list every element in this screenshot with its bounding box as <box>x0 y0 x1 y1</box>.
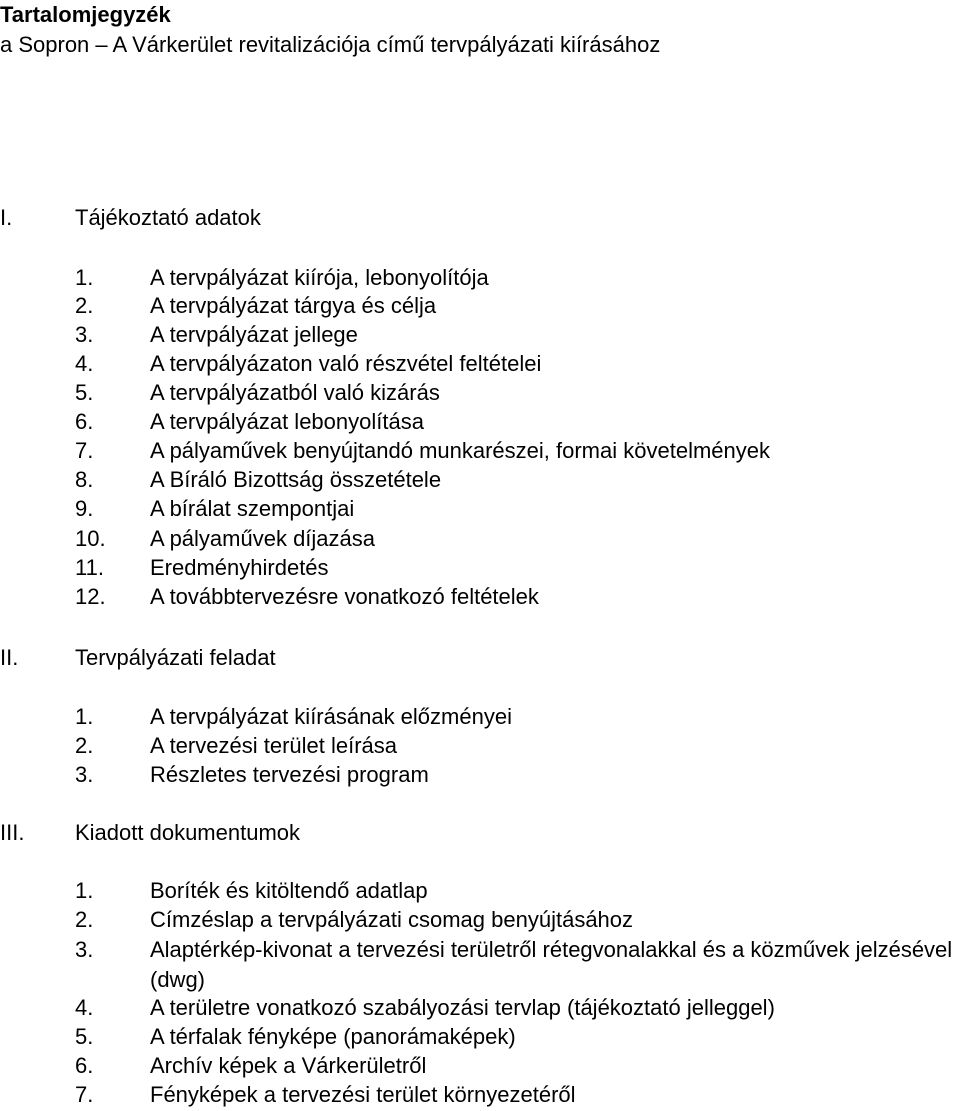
toc-item-text: Alaptérkép-kivonat a tervezési területről rétegvonalakkal és a közművek jelzésével (dwg) <box>150 937 953 992</box>
toc-item <box>75 702 960 732</box>
toc-item-number: 5. <box>75 1024 94 1049</box>
toc-item-number: 1. <box>75 265 94 290</box>
toc-item <box>75 291 960 321</box>
toc-item <box>75 1051 960 1081</box>
toc-item <box>75 349 960 379</box>
toc-item-text: A Bíráló Bizottság összetétele <box>150 467 442 492</box>
toc-item-number: 1. <box>75 878 94 903</box>
toc-item-text: Archív képek a Várkerületről <box>150 1053 427 1078</box>
section-title: Tájékoztató adatok <box>75 205 261 230</box>
toc-item <box>75 378 960 408</box>
toc-item-number: 2. <box>75 293 94 318</box>
toc-item-number: 4. <box>75 995 94 1020</box>
toc-item-text: Eredményhirdetés <box>150 555 329 580</box>
toc-item <box>75 494 960 524</box>
toc-item-text: A térfalak fényképe (panorámaképek) <box>150 1024 516 1049</box>
toc-item-number: 12. <box>75 584 106 609</box>
toc-item-number: 6. <box>75 409 94 434</box>
toc-item-text: A területre vonatkozó szabályozási tervlap (tájékoztató jelleggel) <box>150 995 775 1020</box>
toc-item-number: 3. <box>75 762 94 787</box>
toc-item-number: 9. <box>75 496 94 521</box>
toc-item-text: A továbbtervezésre vonatkozó feltételek <box>150 584 539 609</box>
toc-item <box>75 582 960 612</box>
section-number: III. <box>0 820 25 845</box>
toc-item-number: 4. <box>75 351 94 376</box>
toc-item <box>75 731 960 761</box>
toc-item <box>75 465 960 495</box>
toc-item-number: 3. <box>75 322 94 347</box>
page-title: Tartalomjegyzék <box>0 2 171 27</box>
toc-item-number: 1. <box>75 704 94 729</box>
toc-item <box>75 1022 960 1052</box>
toc-item <box>75 553 960 583</box>
toc-item <box>75 263 960 293</box>
toc-item-number: 8. <box>75 467 94 492</box>
toc-item-number: 2. <box>75 907 94 932</box>
toc-item <box>75 876 960 906</box>
section-heading-i <box>0 203 960 233</box>
toc-item-number: 7. <box>75 1082 94 1107</box>
toc-item-number: 3. <box>75 937 94 962</box>
toc-item <box>75 407 960 437</box>
section-title: Tervpályázati feladat <box>75 645 276 670</box>
toc-item-text: Fényképek a tervezési terület környezetéről <box>150 1082 576 1107</box>
toc-item-text: A tervpályázat jellege <box>150 322 358 347</box>
toc-item-text: A tervpályázat kiírója, lebonyolítója <box>150 265 489 290</box>
section-title: Kiadott dokumentumok <box>75 820 301 845</box>
toc-item-text: A tervezési terület leírása <box>150 733 398 758</box>
toc-item-text: A tervpályázat tárgya és célja <box>150 293 437 318</box>
toc-item <box>75 436 960 466</box>
section-number: II. <box>0 645 19 670</box>
toc-item <box>75 935 960 995</box>
toc-item-text: A tervpályázatból való kizárás <box>150 380 440 405</box>
toc-item-number: 5. <box>75 380 94 405</box>
toc-item-text: A tervpályázat lebonyolítása <box>150 409 424 434</box>
section-heading-iii <box>0 818 960 848</box>
toc-item-text: A tervpályázaton való részvétel feltételei <box>150 351 542 376</box>
toc-item-number: 10. <box>75 526 106 551</box>
toc-item-text: A tervpályázat kiírásának előzményei <box>150 704 512 729</box>
toc-item-number: 6. <box>75 1053 94 1078</box>
toc-item-number: 2. <box>75 733 94 758</box>
section-heading-ii <box>0 643 960 673</box>
toc-item-text: A pályaművek díjazása <box>150 526 376 551</box>
toc-item <box>75 993 960 1023</box>
toc-item-number: 11. <box>75 555 104 580</box>
page-subtitle: a Sopron – A Várkerület revitalizációja című tervpályázati kiírásához <box>0 32 661 57</box>
toc-item-text: A bírálat szempontjai <box>150 496 355 521</box>
section-number: I. <box>0 205 13 230</box>
toc-item <box>75 320 960 350</box>
toc-item <box>75 1080 960 1110</box>
toc-item <box>75 905 960 935</box>
toc-item-text: A pályaművek benyújtandó munkarészei, formai követelmények <box>150 438 770 463</box>
toc-item-number: 7. <box>75 438 94 463</box>
toc-item-text: Címzéslap a tervpályázati csomag benyújtásához <box>150 907 634 932</box>
toc-item <box>75 760 960 790</box>
toc-item-text: Részletes tervezési program <box>150 762 429 787</box>
toc-item <box>75 524 960 554</box>
toc-item-text: Boríték és kitöltendő adatlap <box>150 878 428 903</box>
